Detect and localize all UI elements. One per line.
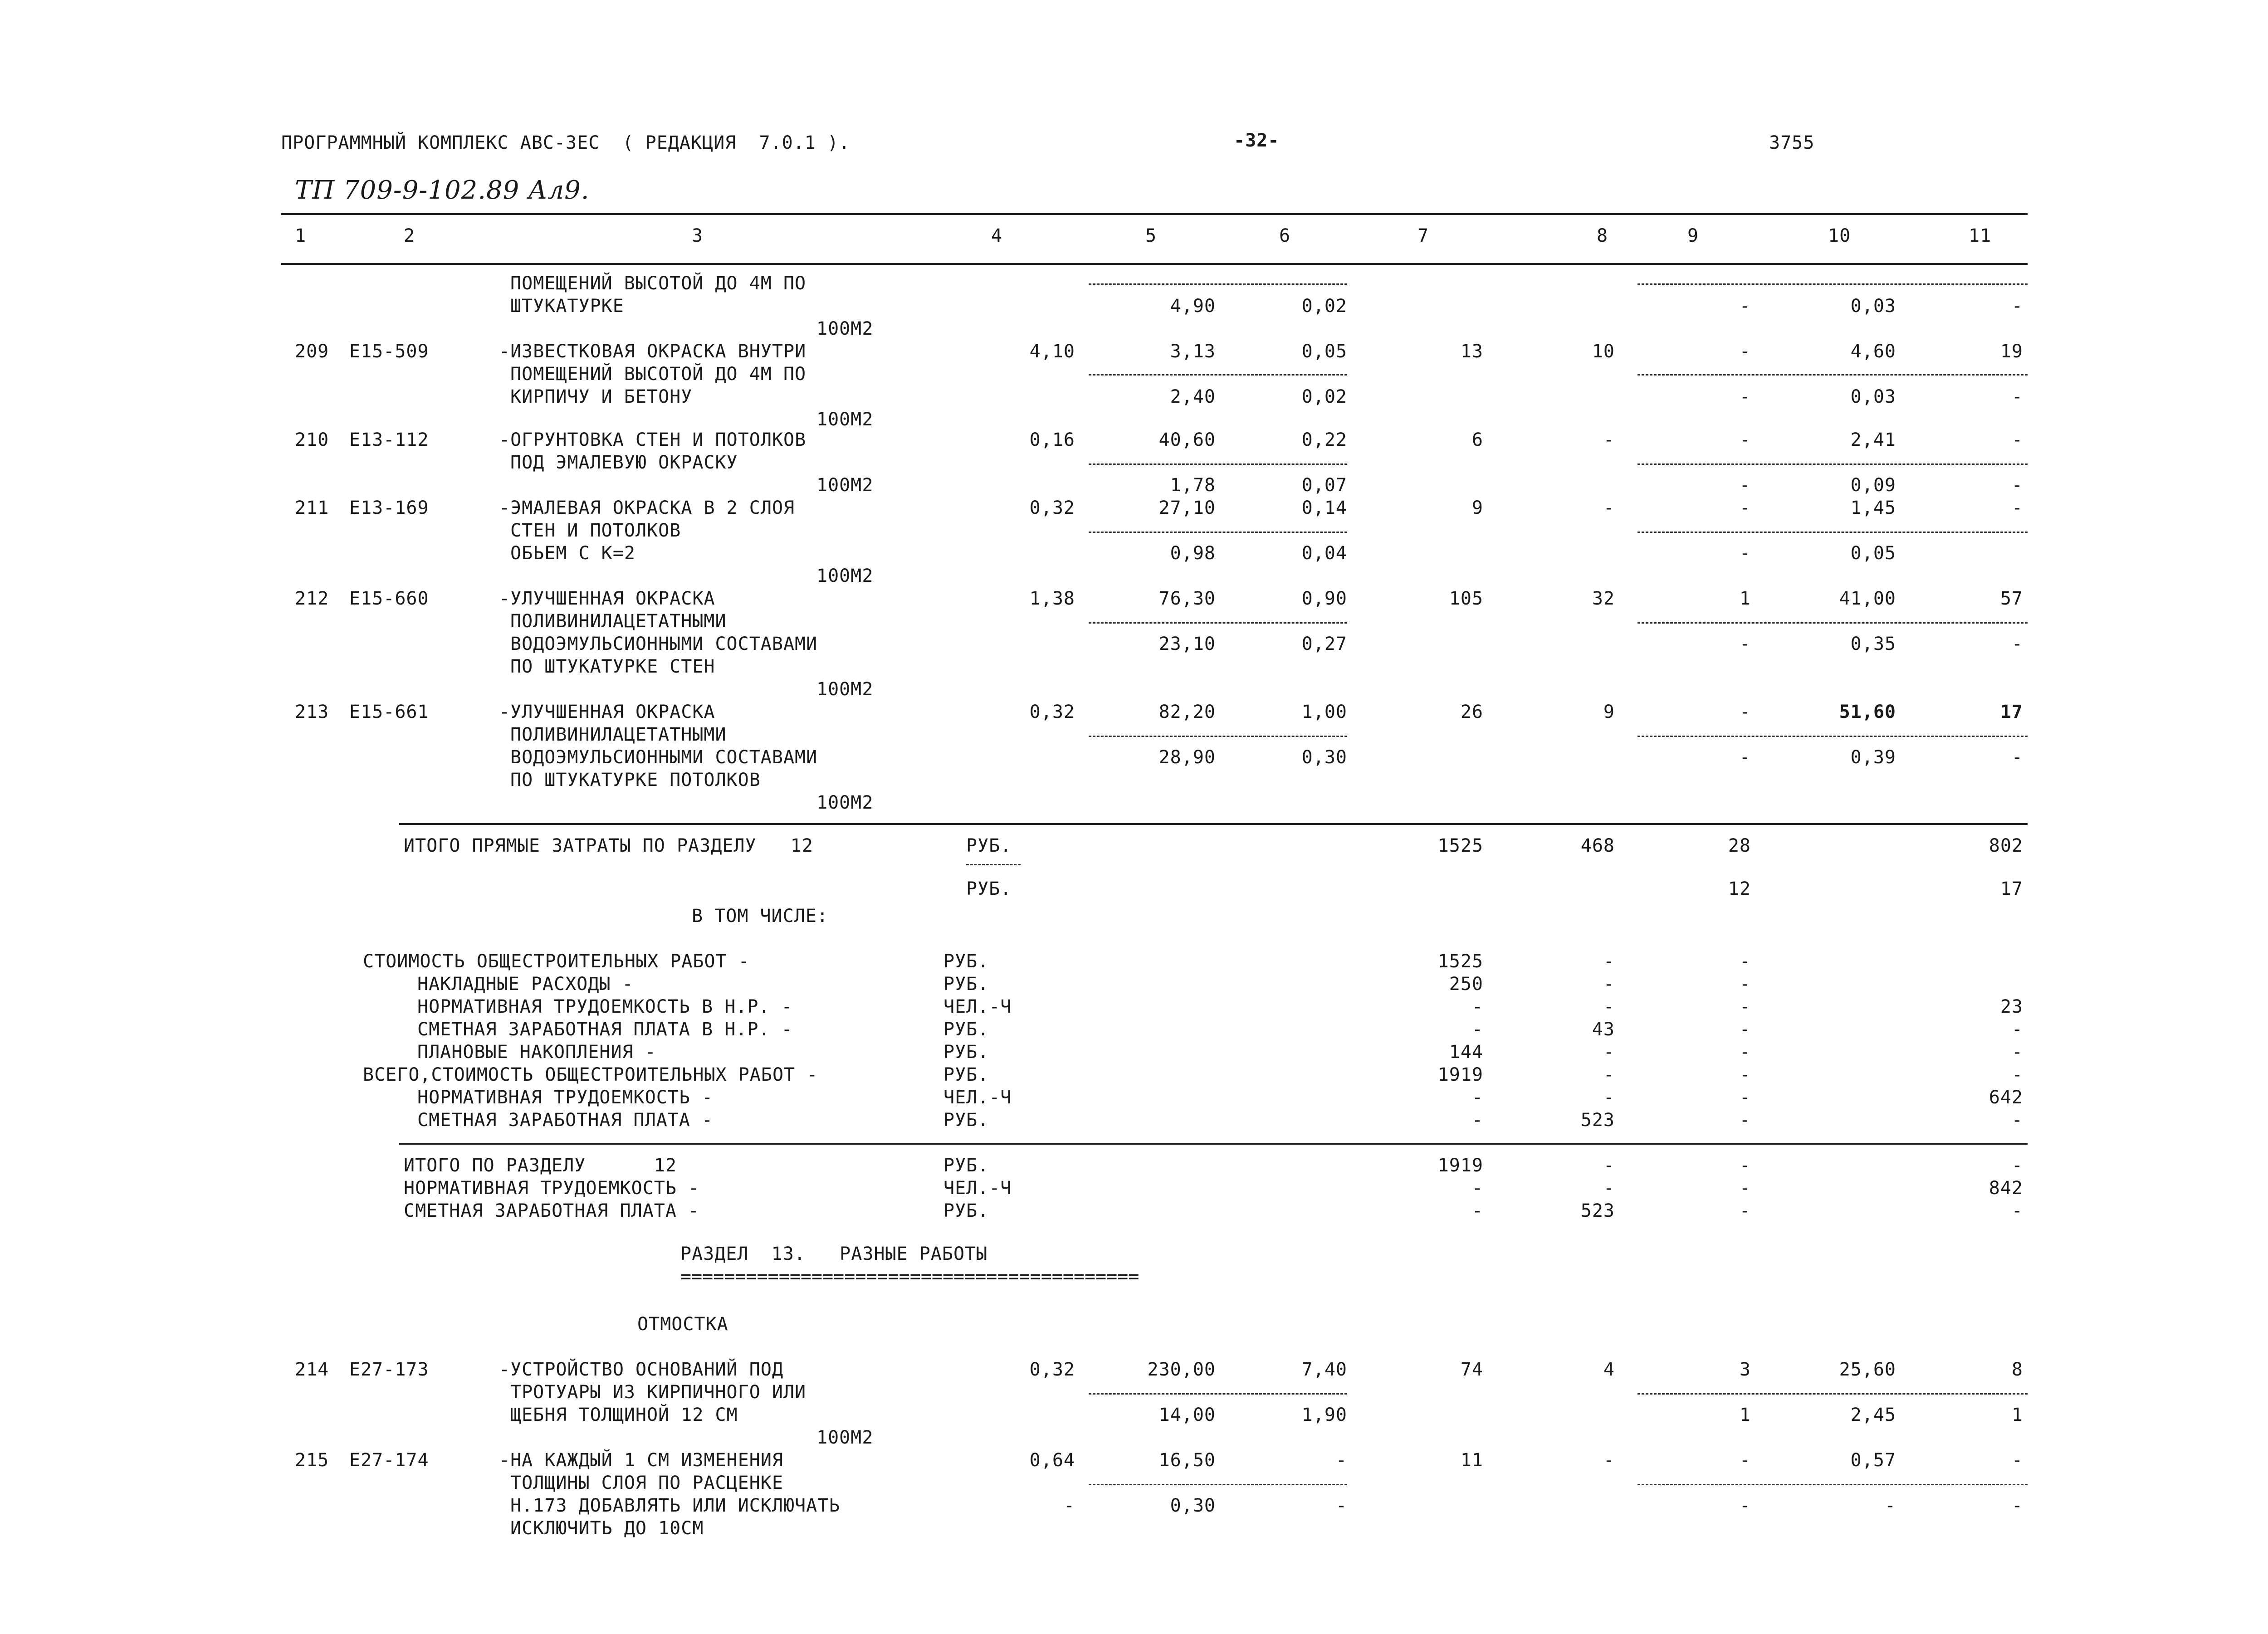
cell-col5: 0,98 xyxy=(1170,543,1216,564)
cell-col7: - xyxy=(1471,1019,1483,1040)
cell-col9: 12 xyxy=(1728,878,1751,899)
cell-col7: - xyxy=(1471,1110,1483,1131)
cell-col6: 0,14 xyxy=(1301,498,1347,518)
cell-col7: 144 xyxy=(1449,1042,1483,1063)
cell-col5: 4,90 xyxy=(1170,296,1216,317)
cell-col11: - xyxy=(2011,1200,2023,1221)
row-description: СТЕН И ПОТОЛКОВ xyxy=(510,520,681,541)
column-number: 11 xyxy=(1969,225,1992,246)
program-header: ПРОГРАММНЫЙ КОМПЛЕКС АВС-ЗЕС ( РЕДАКЦИЯ 7.0.1 ). xyxy=(281,132,850,153)
cell-col8: 32 xyxy=(1592,588,1615,609)
cell-col8: 523 xyxy=(1580,1110,1615,1131)
row-number: 214 xyxy=(295,1359,329,1380)
column-number: 9 xyxy=(1687,225,1699,246)
cell-col4: 0,16 xyxy=(1029,429,1075,450)
section-total-rule xyxy=(399,1143,2028,1145)
cell-col11: 19 xyxy=(2000,341,2023,362)
cell-col6: 0,30 xyxy=(1301,747,1347,768)
cell-col9: - xyxy=(1739,1019,1751,1040)
cell-col4: 4,10 xyxy=(1029,341,1075,362)
row-number: 213 xyxy=(295,702,329,722)
cell-col9: - xyxy=(1739,498,1751,518)
project-code: ТП 709-9-102.89 Ал9. xyxy=(295,176,590,205)
cell-col9: - xyxy=(1739,475,1751,496)
cell-col7: 1919 xyxy=(1437,1155,1483,1176)
cell-col6: 1,00 xyxy=(1301,702,1347,722)
line-label: НОРМАТИВНАЯ ТРУДОЕМКОСТЬ - xyxy=(417,1087,714,1108)
cell-col7: 11 xyxy=(1460,1450,1483,1471)
cell-col11: - xyxy=(2011,498,2023,518)
cell-col11: 17 xyxy=(2000,702,2023,722)
cell-col7: 6 xyxy=(1471,429,1483,450)
row-description: -ОГРУНТОВКА СТЕН И ПОТОЛКОВ xyxy=(499,429,807,450)
cell-col9: - xyxy=(1739,1042,1751,1063)
column-number: 7 xyxy=(1418,225,1429,246)
line-unit: РУБ. xyxy=(943,1042,989,1063)
row-code: Е15-661 xyxy=(349,702,429,722)
cell-col11: - xyxy=(2011,1110,2023,1131)
row-description: ОБЬЕМ С К=2 xyxy=(510,543,635,564)
cell-col7: 1525 xyxy=(1437,951,1483,972)
row-description: КИРПИЧУ И БЕТОНУ xyxy=(510,386,693,407)
cell-col9: 3 xyxy=(1739,1359,1751,1380)
cell-col8: - xyxy=(1603,951,1615,972)
row-description: ПО ШТУКАТУРКЕ СТЕН xyxy=(510,656,715,677)
row-description: ИСКЛЮЧИТЬ ДО 10СМ xyxy=(510,1518,704,1539)
cell-col8: - xyxy=(1603,974,1615,995)
cell-col10: 0,09 xyxy=(1850,475,1896,496)
cell-col5: 40,60 xyxy=(1158,429,1216,450)
cell-col10: 2,45 xyxy=(1850,1405,1896,1425)
cell-col10: 51,60 xyxy=(1839,702,1896,722)
page-number: -32- xyxy=(1234,130,1280,151)
row-unit: 100М2 xyxy=(816,679,874,700)
cell-col10: 0,39 xyxy=(1850,747,1896,768)
cell-col7: 13 xyxy=(1460,341,1483,362)
cell-col11: - xyxy=(2011,475,2023,496)
cell-col11: - xyxy=(2011,1042,2023,1063)
cell-col9: 1 xyxy=(1739,588,1751,609)
row-description: ТОЛЩИНЫ СЛОЯ ПО РАСЦЕНКЕ xyxy=(510,1473,783,1493)
row-description: ЩЕБНЯ ТОЛЩИНОЙ 12 СМ xyxy=(510,1405,738,1425)
cell-col7: - xyxy=(1471,996,1483,1017)
column-number: 2 xyxy=(404,225,415,246)
cell-col7: 74 xyxy=(1460,1359,1483,1380)
cell-col8: 43 xyxy=(1592,1019,1615,1040)
row-unit: 100М2 xyxy=(816,475,874,496)
column-number: 5 xyxy=(1145,225,1157,246)
cell-col9: - xyxy=(1739,1450,1751,1471)
cell-col10: 4,60 xyxy=(1850,341,1896,362)
row-code: Е27-174 xyxy=(349,1450,429,1471)
line-label: СМЕТНАЯ ЗАРАБОТНАЯ ПЛАТА - xyxy=(417,1110,714,1131)
row-description: ВОДОЭМУЛЬСИОННЫМИ СОСТАВАМИ xyxy=(510,634,818,654)
section-title: РАЗДЕЛ 13. РАЗНЫЕ РАБОТЫ xyxy=(680,1244,988,1264)
cell-col6: 0,22 xyxy=(1301,429,1347,450)
cell-col5: 76,30 xyxy=(1158,588,1216,609)
column-number: 1 xyxy=(295,225,307,246)
cell-col5: 230,00 xyxy=(1147,1359,1216,1380)
line-unit: ЧЕЛ.-Ч xyxy=(943,996,1012,1017)
cell-col7: 9 xyxy=(1471,498,1483,518)
cell-col11: - xyxy=(2011,1064,2023,1085)
row-unit: 100М2 xyxy=(816,566,874,586)
row-number: 215 xyxy=(295,1450,329,1471)
cell-col8: - xyxy=(1603,1450,1615,1471)
cell-col9: - xyxy=(1739,747,1751,768)
cell-col7: 1525 xyxy=(1437,835,1483,856)
cell-col9: - xyxy=(1739,341,1751,362)
row-unit: 100М2 xyxy=(816,792,874,813)
cell-col5: 28,90 xyxy=(1158,747,1216,768)
cell-col4: 0,32 xyxy=(1029,1359,1075,1380)
row-unit: 100М2 xyxy=(816,409,874,430)
cell-col8: - xyxy=(1603,1155,1615,1176)
row-code: Е27-173 xyxy=(349,1359,429,1380)
cell-col6: 0,02 xyxy=(1301,296,1347,317)
cell-col5: 1,78 xyxy=(1170,475,1216,496)
row-code: Е15-509 xyxy=(349,341,429,362)
line-label: НОРМАТИВНАЯ ТРУДОЕМКОСТЬ В Н.Р. - xyxy=(417,996,793,1017)
cell-col11: 57 xyxy=(2000,588,2023,609)
cell-col11: 802 xyxy=(1989,835,2023,856)
cell-col5: 3,13 xyxy=(1170,341,1216,362)
row-code: Е13-112 xyxy=(349,429,429,450)
row-description: Н.173 ДОБАВЛЯТЬ ИЛИ ИСКЛЮЧАТЬ xyxy=(510,1495,841,1516)
row-description: -УЛУЧШЕННАЯ ОКРАСКА xyxy=(499,588,715,609)
cell-col5: 14,00 xyxy=(1158,1405,1216,1425)
cell-col8: 4 xyxy=(1603,1359,1615,1380)
row-number: 210 xyxy=(295,429,329,450)
cell-col10: 0,03 xyxy=(1850,386,1896,407)
cell-col4: 0,32 xyxy=(1029,498,1075,518)
row-description: -ИЗВЕСТКОВАЯ ОКРАСКА ВНУТРИ xyxy=(499,341,807,362)
cell-col10: 0,57 xyxy=(1850,1450,1896,1471)
cell-col10: 41,00 xyxy=(1839,588,1896,609)
column-number: 8 xyxy=(1597,225,1608,246)
document-number: 3755 xyxy=(1769,132,1815,153)
cell-col9: - xyxy=(1739,296,1751,317)
row-description: ПОМЕЩЕНИЙ ВЫСОТОЙ ДО 4М ПО xyxy=(510,364,807,385)
cell-col9: 1 xyxy=(1739,1405,1751,1425)
total-unit: РУБ. xyxy=(966,835,1012,856)
cell-col11: 23 xyxy=(2000,996,2023,1017)
cell-col8: - xyxy=(1603,1064,1615,1085)
cell-col6: 0,27 xyxy=(1301,634,1347,654)
row-code: Е13-169 xyxy=(349,498,429,518)
cell-col9: - xyxy=(1739,1178,1751,1199)
cell-col11: - xyxy=(2011,1155,2023,1176)
cell-col5: 2,40 xyxy=(1170,386,1216,407)
row-description: ПОЛИВИНИЛАЦЕТАТНЫМИ xyxy=(510,724,727,745)
row-unit: 100М2 xyxy=(816,318,874,339)
column-number: 10 xyxy=(1828,225,1851,246)
line-unit: РУБ. xyxy=(943,1155,989,1176)
cell-col7: 105 xyxy=(1449,588,1483,609)
cell-col9: - xyxy=(1739,974,1751,995)
row-description: ВОДОЭМУЛЬСИОННЫМИ СОСТАВАМИ xyxy=(510,747,818,768)
cell-col8: 10 xyxy=(1592,341,1615,362)
cell-col9: - xyxy=(1739,1200,1751,1221)
cell-col4: - xyxy=(1063,1495,1075,1516)
including-heading: В ТОМ ЧИСЛЕ: xyxy=(692,906,828,927)
cell-col7: - xyxy=(1471,1178,1483,1199)
cell-col6: 0,90 xyxy=(1301,588,1347,609)
line-label: СТОИМОСТЬ ОБЩЕСТРОИТЕЛЬНЫХ РАБОТ - xyxy=(363,951,750,972)
column-number: 4 xyxy=(991,225,1003,246)
cell-col9: 28 xyxy=(1728,835,1751,856)
row-description: -УСТРОЙСТВО ОСНОВАНИЙ ПОД xyxy=(499,1359,784,1380)
cell-col5: 23,10 xyxy=(1158,634,1216,654)
cell-col9: - xyxy=(1739,386,1751,407)
cell-col6: 1,90 xyxy=(1301,1405,1347,1425)
row-code: Е15-660 xyxy=(349,588,429,609)
line-label: ВСЕГО,СТОИМОСТЬ ОБЩЕСТРОИТЕЛЬНЫХ РАБОТ - xyxy=(363,1064,818,1085)
cell-col8: - xyxy=(1603,1042,1615,1063)
cell-col11: 842 xyxy=(1989,1178,2023,1199)
cell-col9: - xyxy=(1739,634,1751,654)
row-description: -УЛУЧШЕННАЯ ОКРАСКА xyxy=(499,702,715,722)
cell-col10: 25,60 xyxy=(1839,1359,1896,1380)
row-description: ТРОТУАРЫ ИЗ КИРПИЧНОГО ИЛИ xyxy=(510,1382,807,1403)
cell-col7: - xyxy=(1471,1087,1483,1108)
cell-col9: - xyxy=(1739,1087,1751,1108)
cell-col10: 2,41 xyxy=(1850,429,1896,450)
cell-col11: 17 xyxy=(2000,878,2023,899)
cell-col5: 27,10 xyxy=(1158,498,1216,518)
line-unit: РУБ. xyxy=(943,1110,989,1131)
row-description: ШТУКАТУРКЕ xyxy=(510,296,624,317)
cell-col8: - xyxy=(1603,996,1615,1017)
cell-col11: - xyxy=(2011,386,2023,407)
line-label: НАКЛАДНЫЕ РАСХОДЫ - xyxy=(417,974,634,995)
cell-col11: - xyxy=(2011,747,2023,768)
cell-col9: - xyxy=(1739,543,1751,564)
cell-col11: 8 xyxy=(2011,1359,2023,1380)
line-unit: РУБ. xyxy=(943,1200,989,1221)
cell-col11: 642 xyxy=(1989,1087,2023,1108)
row-unit: 100М2 xyxy=(816,1427,874,1448)
line-label: ИТОГО ПО РАЗДЕЛУ 12 xyxy=(404,1155,677,1176)
cell-col10: - xyxy=(1884,1495,1896,1516)
header-rule-bottom xyxy=(281,263,2028,265)
cell-col7: 1919 xyxy=(1437,1064,1483,1085)
cell-col8: 523 xyxy=(1580,1200,1615,1221)
cell-col11: - xyxy=(2011,296,2023,317)
cell-col9: - xyxy=(1739,951,1751,972)
cell-col10: 1,45 xyxy=(1850,498,1896,518)
cell-col11: 1 xyxy=(2011,1405,2023,1425)
cell-col11: - xyxy=(2011,1495,2023,1516)
row-description: ПОД ЭМАЛЕВУЮ ОКРАСКУ xyxy=(510,452,738,473)
cell-col7: - xyxy=(1471,1200,1483,1221)
cell-col6: 0,02 xyxy=(1301,386,1347,407)
cell-col9: - xyxy=(1739,702,1751,722)
line-unit: РУБ. xyxy=(943,974,989,995)
cell-col11: - xyxy=(2011,429,2023,450)
cell-col4: 0,64 xyxy=(1029,1450,1075,1471)
column-number: 6 xyxy=(1279,225,1291,246)
total-unit: РУБ. xyxy=(966,878,1012,899)
row-description: ПОЛИВИНИЛАЦЕТАТНЫМИ xyxy=(510,611,727,632)
line-label: СМЕТНАЯ ЗАРАБОТНАЯ ПЛАТА В Н.Р. - xyxy=(417,1019,793,1040)
cell-col10: 0,05 xyxy=(1850,543,1896,564)
cell-col9: - xyxy=(1739,1110,1751,1131)
row-number: 209 xyxy=(295,341,329,362)
cell-col10: 0,35 xyxy=(1850,634,1896,654)
cell-col6: 0,04 xyxy=(1301,543,1347,564)
section-subtitle: ОТМОСТКА xyxy=(637,1314,728,1335)
cell-col11: - xyxy=(2011,634,2023,654)
cell-col9: - xyxy=(1739,429,1751,450)
cell-col11: - xyxy=(2011,1450,2023,1471)
cell-col9: - xyxy=(1739,1064,1751,1085)
line-label: ПЛАНОВЫЕ НАКОПЛЕНИЯ - xyxy=(417,1042,656,1063)
line-unit: ЧЕЛ.-Ч xyxy=(943,1178,1012,1199)
cell-col8: - xyxy=(1603,498,1615,518)
row-description: ПО ШТУКАТУРКЕ ПОТОЛКОВ xyxy=(510,770,761,790)
cell-col6: 7,40 xyxy=(1301,1359,1347,1380)
cell-col6: 0,07 xyxy=(1301,475,1347,496)
cell-col8: - xyxy=(1603,429,1615,450)
cell-col10: 0,03 xyxy=(1850,296,1896,317)
totals-rule xyxy=(399,823,2028,825)
line-label: НОРМАТИВНАЯ ТРУДОЕМКОСТЬ - xyxy=(404,1178,700,1199)
line-unit: ЧЕЛ.-Ч xyxy=(943,1087,1012,1108)
cell-col7: 250 xyxy=(1449,974,1483,995)
row-description: -ЭМАЛЕВАЯ ОКРАСКА В 2 СЛОЯ xyxy=(499,498,795,518)
cell-col4: 1,38 xyxy=(1029,588,1075,609)
cell-col6: - xyxy=(1335,1450,1347,1471)
cell-col8: - xyxy=(1603,1178,1615,1199)
cell-col11: - xyxy=(2011,1019,2023,1040)
cell-col9: - xyxy=(1739,1495,1751,1516)
cell-col8: 9 xyxy=(1603,702,1615,722)
line-unit: РУБ. xyxy=(943,1064,989,1085)
cell-col7: 26 xyxy=(1460,702,1483,722)
row-number: 211 xyxy=(295,498,329,518)
column-number: 3 xyxy=(692,225,704,246)
section-underline: ========================================== xyxy=(680,1266,1139,1287)
line-unit: РУБ. xyxy=(943,1019,989,1040)
cell-col4: 0,32 xyxy=(1029,702,1075,722)
cell-col5: 82,20 xyxy=(1158,702,1216,722)
cell-col6: - xyxy=(1335,1495,1347,1516)
cell-col8: - xyxy=(1603,1087,1615,1108)
line-label: СМЕТНАЯ ЗАРАБОТНАЯ ПЛАТА - xyxy=(404,1200,700,1221)
line-unit: РУБ. xyxy=(943,951,989,972)
cell-col9: - xyxy=(1739,996,1751,1017)
total-label: ИТОГО ПРЯМЫЕ ЗАТРАТЫ ПО РАЗДЕЛУ 12 xyxy=(404,835,813,856)
row-description: ПОМЕЩЕНИЙ ВЫСОТОЙ ДО 4М ПО xyxy=(510,273,807,294)
row-description: -НА КАЖДЫЙ 1 СМ ИЗМЕНЕНИЯ xyxy=(499,1450,784,1471)
cell-col5: 16,50 xyxy=(1158,1450,1216,1471)
cell-col6: 0,05 xyxy=(1301,341,1347,362)
cell-col5: 0,30 xyxy=(1170,1495,1216,1516)
cell-col9: - xyxy=(1739,1155,1751,1176)
cell-col8: 468 xyxy=(1580,835,1615,856)
row-number: 212 xyxy=(295,588,329,609)
header-rule-top xyxy=(281,213,2028,215)
